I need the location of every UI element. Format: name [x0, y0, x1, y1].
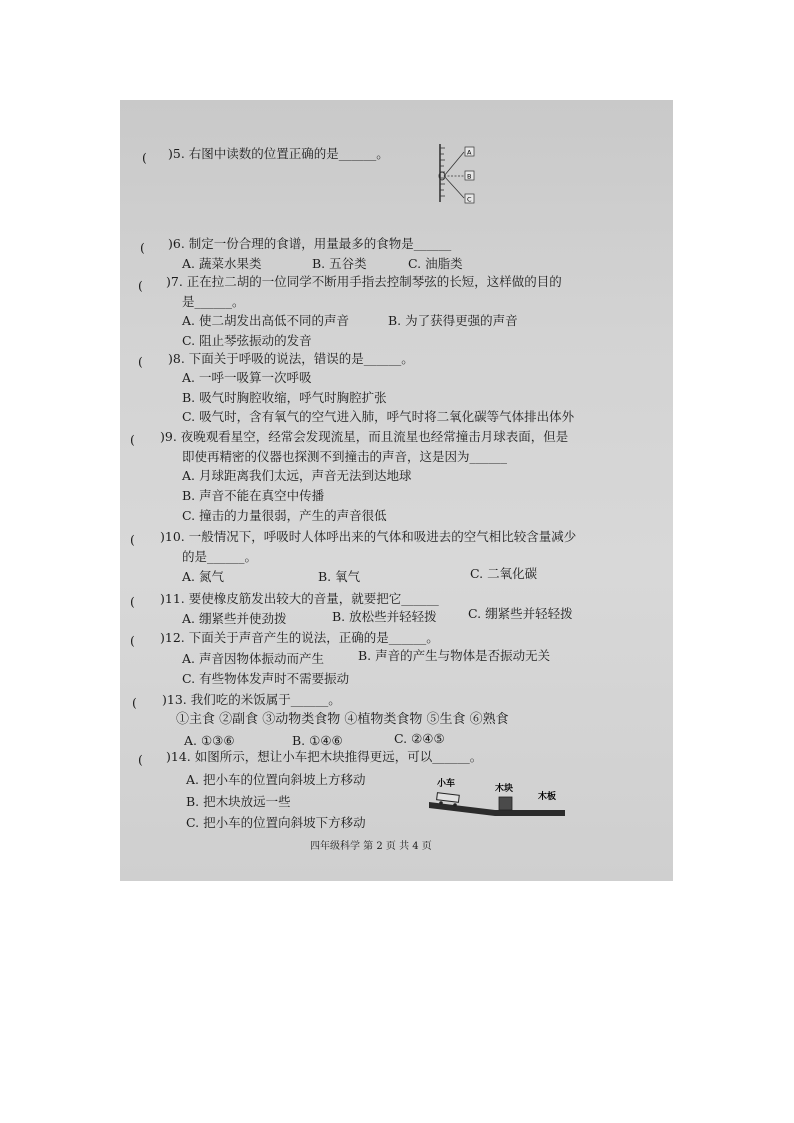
question-stem: )13. 我们吃的米饭属于______。	[162, 692, 341, 707]
label-c: C	[467, 195, 472, 204]
option-a: A. 绷紧些并使劲拨	[182, 611, 287, 626]
option-a: A. 把小车的位置向斜坡上方移动	[186, 772, 366, 787]
option-b: B. 为了获得更强的声音	[388, 313, 518, 328]
option-b: B. 氧气	[318, 569, 361, 584]
exam-sheet	[120, 100, 673, 881]
answer-paren: (	[130, 432, 135, 447]
option-a: A. 一呼一吸算一次呼吸	[182, 370, 312, 385]
ruler-reading-figure	[432, 140, 482, 208]
option-c: C. 撞击的力量很弱，产生的声音很低	[182, 508, 387, 523]
answer-paren: (	[138, 752, 143, 767]
choice-list: ①主食 ②副食 ③动物类食物 ④植物类食物 ⑤生食 ⑥熟食	[176, 712, 509, 727]
option-c: C. 吸气时，含有氧气的空气进入肺，呼气时将二氧化碳等气体排出体外	[182, 409, 575, 424]
option-b: B. 把木块放远一些	[186, 794, 291, 809]
ramp-cart-figure	[425, 772, 570, 818]
option-a: A. ①③⑥	[184, 733, 235, 748]
question-stem: )11. 要使橡皮筋发出较大的音量，就要把它______	[160, 591, 439, 606]
option-b: B. ①④⑥	[292, 733, 343, 748]
question-stem: )8. 下面关于呼吸的说法，错误的是______。	[168, 351, 414, 366]
option-a: A. 声音因物体振动而产生	[182, 651, 324, 666]
question-stem: )5. 右图中读数的位置正确的是______。	[168, 146, 389, 161]
answer-paren: (	[130, 594, 135, 609]
question-stem: )14. 如图所示，想让小车把木块推得更远，可以______。	[166, 749, 483, 764]
question-stem: )6. 制定一份合理的食谱，用量最多的食物是______	[168, 236, 452, 251]
answer-paren: (	[140, 240, 145, 255]
label-a: A	[467, 148, 472, 157]
option-a: A. 使二胡发出高低不同的声音	[182, 313, 349, 328]
option-b: B. 吸气时胸腔收缩，呼气时胸腔扩张	[182, 390, 387, 405]
question-stem: )10. 一般情况下，呼吸时人体呼出来的气体和吸进去的空气相比较含量减少	[160, 529, 577, 544]
option-b: B. 五谷类	[312, 256, 367, 271]
question-stem-continued: 是______。	[182, 294, 245, 309]
label-cart: 小车	[437, 779, 456, 789]
label-board: 木板	[538, 792, 557, 802]
option-c: C. 绷紧些并轻轻拨	[468, 606, 573, 621]
option-b: B. 声音不能在真空中传播	[182, 488, 325, 503]
option-a: A. 蔬菜水果类	[182, 256, 262, 271]
option-c: C. 阻止琴弦振动的发音	[182, 333, 312, 348]
option-b: B. 声音的产生与物体是否振动无关	[358, 648, 551, 663]
question-stem-continued: 的是______。	[182, 549, 258, 564]
answer-paren: (	[138, 354, 143, 369]
label-block: 木块	[495, 784, 514, 794]
answer-paren: (	[132, 695, 137, 710]
option-c: C. 把小车的位置向斜坡下方移动	[186, 815, 366, 830]
option-a: A. 氮气	[182, 569, 224, 584]
option-a: A. 月球距离我们太远，声音无法到达地球	[182, 468, 412, 483]
question-stem: )7. 正在拉二胡的一位同学不断用手指去控制琴弦的长短，这样做的目的	[166, 274, 562, 289]
option-b: B. 放松些并轻轻拨	[332, 609, 437, 624]
option-c: C. 有些物体发声时不需要振动	[182, 671, 350, 686]
answer-paren: (	[130, 532, 135, 547]
answer-paren: (	[130, 633, 135, 648]
label-b: B	[467, 172, 472, 181]
option-c: C. ②④⑤	[394, 731, 445, 746]
page-footer: 四年级科学 第 2 页 共 4 页	[310, 841, 432, 852]
option-c: C. 二氧化碳	[470, 566, 538, 581]
question-stem: )12. 下面关于声音产生的说法，正确的是______。	[160, 630, 439, 645]
answer-paren: (	[138, 278, 143, 293]
answer-paren: (	[142, 150, 147, 165]
question-stem-continued: 即使再精密的仪器也探测不到撞击的声音，这是因为______	[182, 449, 508, 464]
option-c: C. 油脂类	[408, 256, 463, 271]
question-stem: )9. 夜晚观看星空，经常会发现流星，而且流星也经常撞击月球表面，但是	[160, 429, 569, 444]
